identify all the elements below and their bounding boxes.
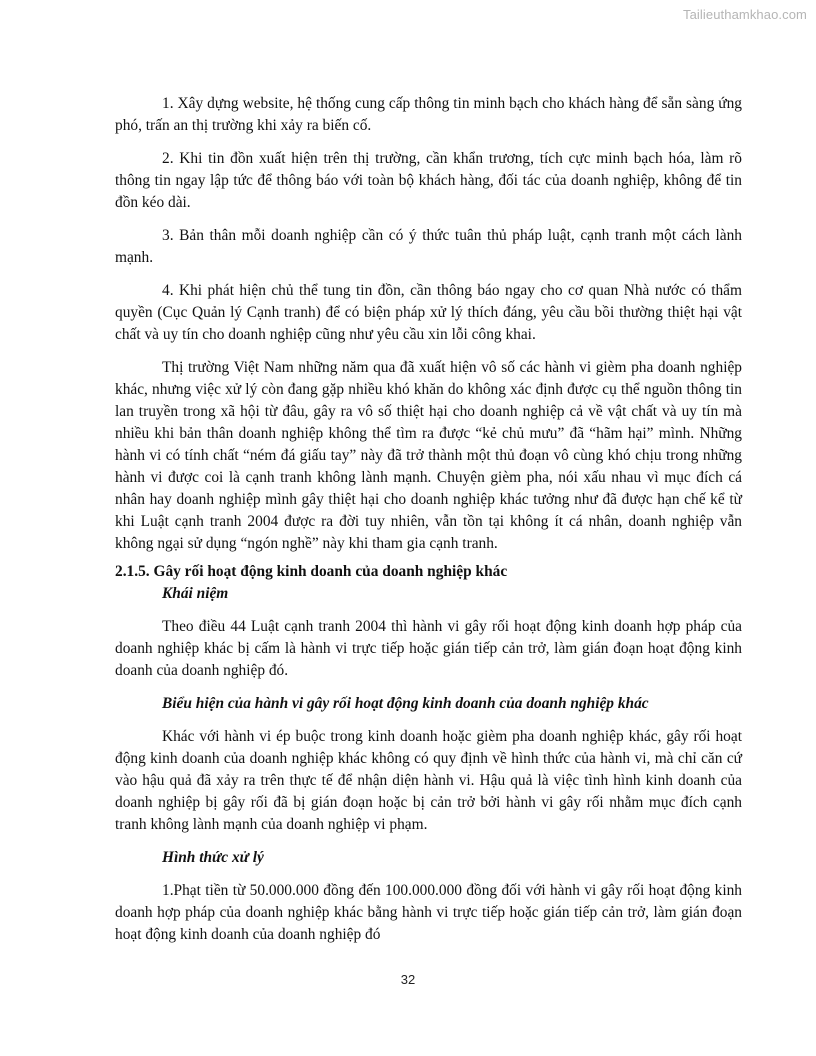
- paragraph-measure-4: 4. Khi phát hiện chủ thể tung tin đồn, cần thông báo ngay cho cơ quan Nhà nước có thẩm quyền (Cục Quản lý Cạnh tranh) để có biện pháp xử lý thích đáng, yêu cầu bồi thường thiệt hại vật chất và uy tín cho doanh nghiệp cũng như yêu cầu xin lỗi công khai.: [115, 282, 742, 343]
- paragraph-concept: Theo điều 44 Luật cạnh tranh 2004 thì hành vi gây rối hoạt động kinh doanh hợp pháp của doanh nghiệp khác bị cấm là hành vi trực tiếp hoặc gián tiếp cản trở, làm gián đoạn hoạt động kinh doanh của doanh nghiệp đó.: [115, 618, 742, 679]
- paragraph-vietnam-market: Thị trường Việt Nam những năm qua đã xuất hiện vô số các hành vi gièm pha doanh nghiệp khác, nhưng việc xử lý còn đang gặp nhiều khó khăn do không xác định được cụ thể nguồn thông tin lan truyền trong xã hội từ đâu, gây ra vô số thiệt hại cho doanh nghiệp cả về vật chất và uy tín mà nhiều khi bản thân doanh nghiệp không thể tìm ra được “kẻ chủ mưu” đã “hãm hại” mình. Những hành vi có tính chất “ném đá giấu tay” này đã trở thành một thủ đoạn vô cùng khó chịu trong những hành vi được coi là cạnh tranh không lành mạnh. Chuyện gièm pha, nói xấu nhau vì mục đích cá nhân hay doanh nghiệp mình gây thiệt hại cho doanh nghiệp khác tưởng như đã được hạn chế kể từ khi Luật cạnh tranh 2004 được ra đời tuy nhiên, vẫn tồn tại không ít cá nhân, doanh nghiệp vẫn không ngại sử dụng “ngón nghề” này khi tham gia cạnh tranh.: [115, 359, 742, 552]
- subheading-manifestation: Biểu hiện của hành vi gây rối hoạt động kinh doanh của doanh nghiệp khác: [162, 695, 649, 712]
- document-body: [115, 93, 742, 957]
- paragraph-manifestation: Khác với hành vi ép buộc trong kinh doanh hoặc gièm pha doanh nghiệp khác, gây rối hoạt động kinh doanh của doanh nghiệp khác không có quy định về hình thức của hành vi, mà chỉ căn cứ vào hậu quả đã xảy ra trên thực tế để nhận diện hành vi. Hậu quả là việc tình hình kinh doanh của doanh nghiệp bị gây rối đã bị gián đoạn hoặc bị cản trở bởi hành vi gây rối nhằm mục đích cạnh tranh không lành mạnh của doanh nghiệp vi phạm.: [115, 728, 742, 833]
- subheading-penalty: Hình thức xử lý: [162, 849, 264, 866]
- page-number: 32: [400, 972, 416, 987]
- paragraph-penalty: 1.Phạt tiền từ 50.000.000 đồng đến 100.000.000 đồng đối với hành vi gây rối hoạt động kinh doanh hợp pháp của doanh nghiệp khác bằng hành vi trực tiếp hoặc gián tiếp cản trở, làm gián đoạn hoạt động kinh doanh của doanh nghiệp đó: [115, 882, 742, 943]
- paragraph-measure-2: 2. Khi tin đồn xuất hiện trên thị trường, cần khẩn trương, tích cực minh bạch hóa, làm rõ thông tin ngay lập tức để thông báo với toàn bộ khách hàng, đối tác của doanh nghiệp, không để tin đồn kéo dài.: [115, 150, 742, 211]
- subheading-concept: Khái niệm: [162, 585, 229, 602]
- watermark: Tailieuthamkhao.com: [682, 7, 807, 22]
- paragraph-measure-1: 1. Xây dựng website, hệ thống cung cấp thông tin minh bạch cho khách hàng để sẵn sàng ứng phó, trấn an thị trường khi xảy ra biến cố.: [115, 95, 742, 134]
- paragraph-measure-3: 3. Bản thân mỗi doanh nghiệp cần có ý thức tuân thủ pháp luật, cạnh tranh một cách lành mạnh.: [115, 227, 742, 266]
- section-heading: 2.1.5. Gây rối hoạt động kinh doanh của doanh nghiệp khác: [115, 563, 508, 580]
